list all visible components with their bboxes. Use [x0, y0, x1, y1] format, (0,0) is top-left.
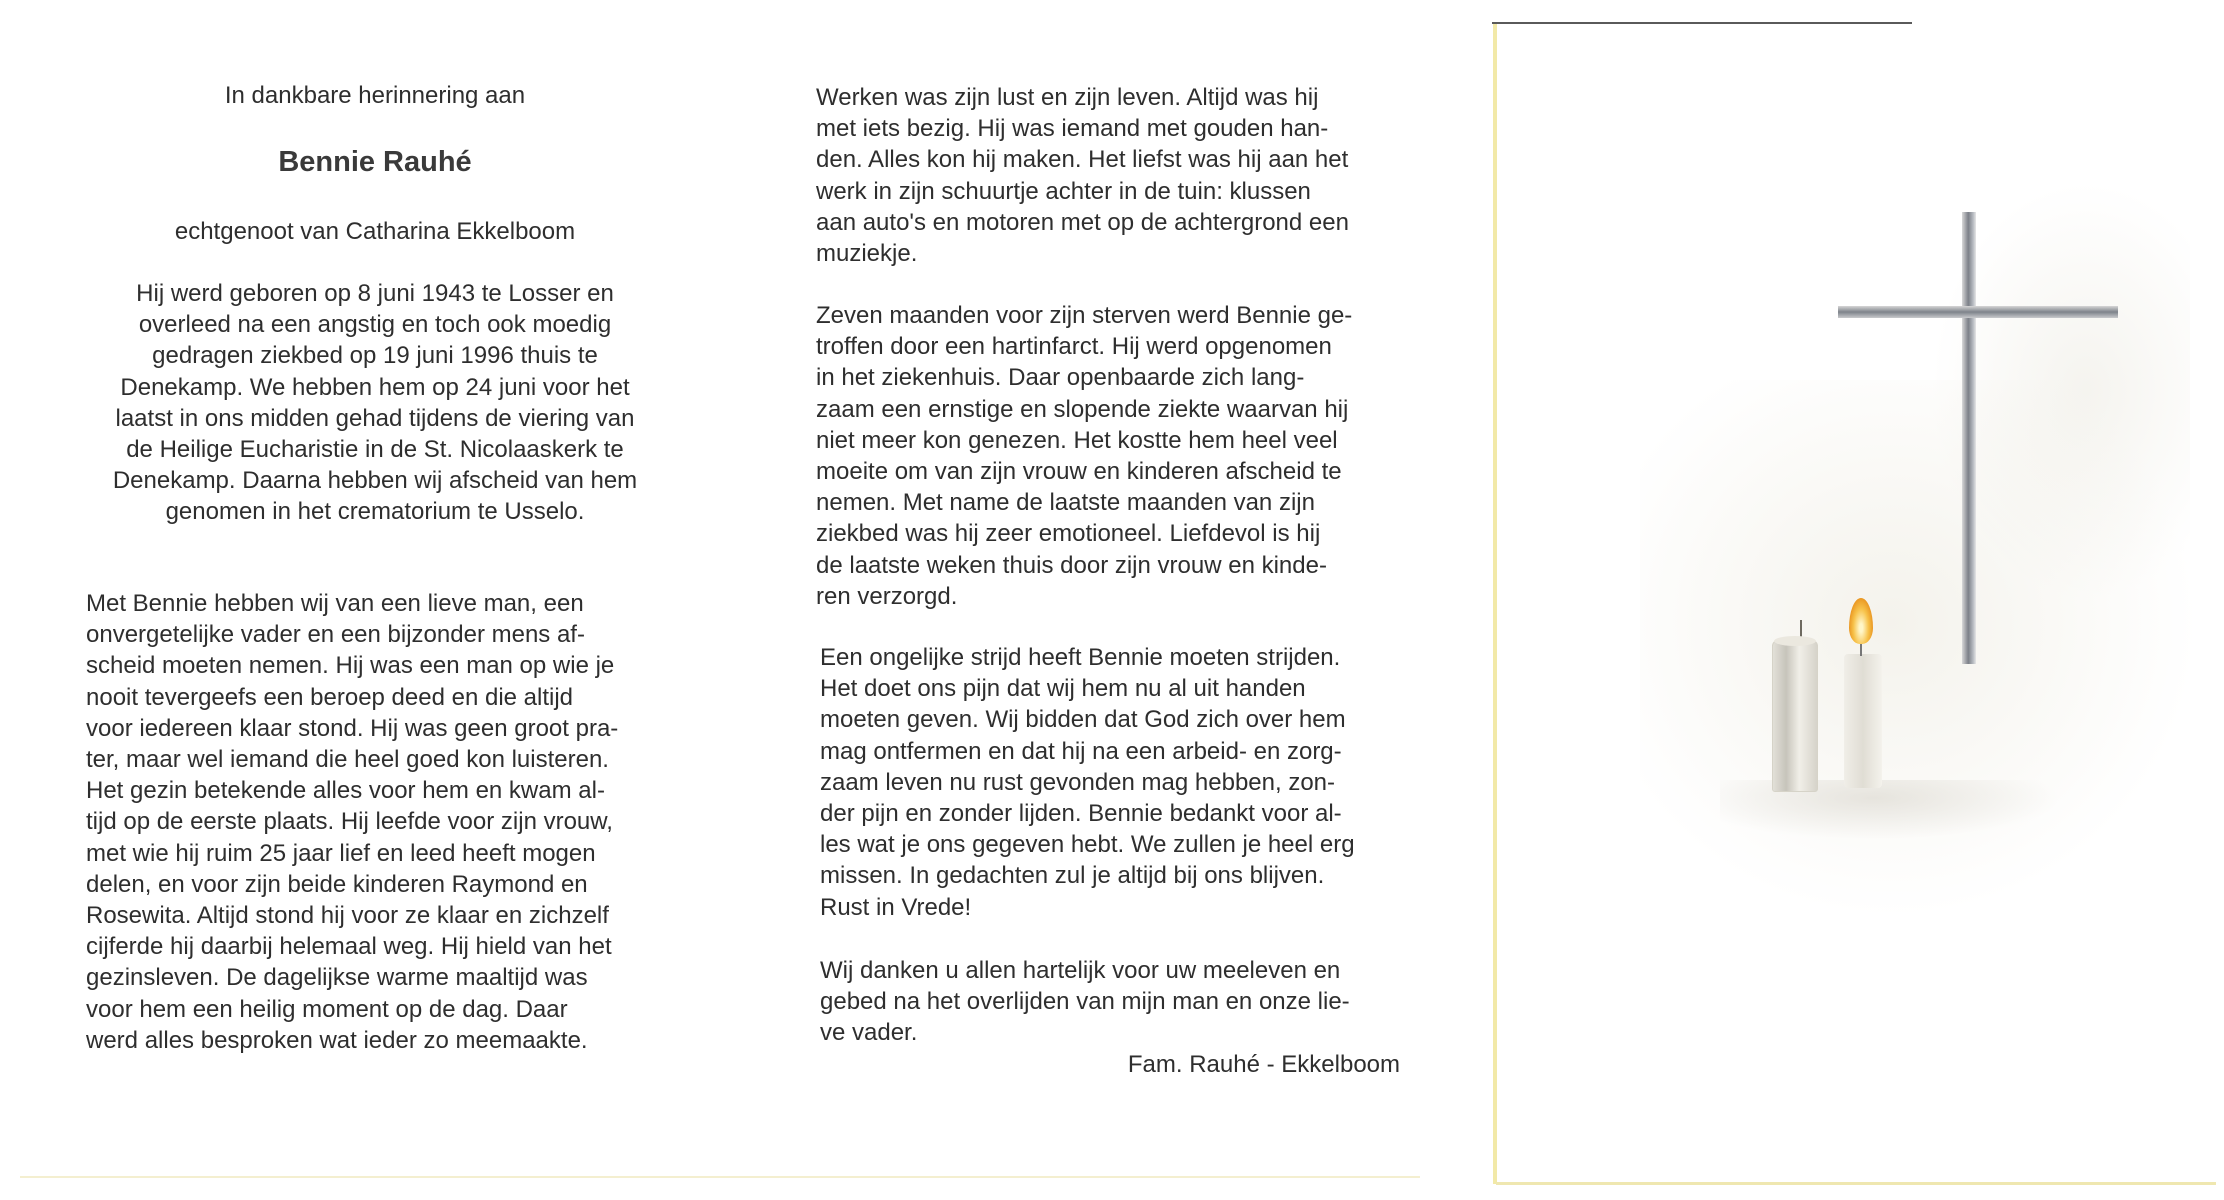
bio-line: Denekamp. We hebben hem op 24 juni voor het [120, 373, 630, 401]
family-paragraph [86, 588, 670, 1056]
text-line: gebed na het overlijden van mijn man en onze lie- [820, 988, 1350, 1016]
page-bottom-edge [20, 1176, 1420, 1178]
cover-bottom-edge [1496, 1182, 2216, 1185]
text-line: werd alles besproken wat ieder zo meemaakte. [86, 1026, 588, 1054]
text-line: mag ontfermen en dat hij na een arbeid- en zorg- [820, 737, 1342, 765]
candle-shadow [1720, 780, 2060, 840]
candle-icon [1772, 640, 1818, 792]
text-line: Een ongelijke strijd heeft Bennie moeten strijden. [820, 644, 1341, 671]
struggle-paragraph [820, 642, 1400, 923]
text-line: met wie hij ruim 25 jaar lief en leed heeft mogen [86, 839, 596, 867]
text-line: ter, maar wel iemand die heel goed kon luisteren. [86, 746, 609, 774]
bio-line: laatst in ons midden gehad tijdens de viering van [115, 404, 635, 432]
text-line: zaam een ernstige en slopende ziekte waarvan hij [816, 395, 1349, 423]
text-line: moeten geven. Wij bidden dat God zich over hem [820, 706, 1346, 734]
text-line: Het doet ons pijn dat wij hem nu al uit handen [820, 675, 1306, 703]
family-signature: Fam. Rauhé - Ekkelboom [1127, 1051, 1400, 1078]
lit-candle-icon [1844, 654, 1882, 788]
text-line: in het ziekenhuis. Daar openbaarde zich lang- [816, 364, 1305, 392]
text-line: tijd op de eerste plaats. Hij leefde voor zijn vrouw, [86, 808, 613, 836]
text-line: Met Bennie hebben wij van een lieve man, een [86, 590, 584, 617]
spouse-line: echtgenoot van Catharina Ekkelboom [174, 218, 576, 245]
text-line: de laatste weken thuis door zijn vrouw en kinde- [816, 551, 1327, 579]
cross-icon-beam [1838, 306, 2118, 318]
text-line: met iets bezig. Hij was iemand met gouden han- [816, 115, 1329, 143]
text-line: Werken was zijn lust en zijn leven. Altijd was hij [816, 84, 1319, 111]
text-line: cijferde hij daarbij helemaal weg. Hij hield van het [86, 933, 612, 961]
intro-line: In dankbare herinnering aan [224, 82, 526, 109]
bio-line: genomen in het crematorium te Usselo. [165, 498, 585, 526]
text-line: ren verzorgd. [816, 582, 958, 610]
thanks-paragraph [820, 955, 1400, 1049]
text-line: onvergetelijke vader en een bijzonder mens af- [86, 621, 585, 649]
bio-line: de Heilige Eucharistie in de St. Nicolaaskerk te [126, 436, 624, 464]
text-line: scheid moeten nemen. Hij was een man op wie je [86, 652, 615, 680]
text-line: nemen. Met name de laatste maanden van zijn [816, 489, 1315, 517]
text-line: niet meer kon genezen. Het kostte hem heel veel [816, 426, 1338, 454]
text-line: den. Alles kon hij maken. Het liefst was hij aan het [816, 146, 1349, 174]
bio-line: overleed na een angstig en toch ook moedig [138, 311, 612, 339]
bio-line: Denekamp. Daarna hebben wij afscheid van hem [112, 467, 638, 495]
text-line: missen. In gedachten zul je altijd bij ons blijven. [820, 862, 1325, 890]
text-line: werk in zijn schuurtje achter in de tuin: klussen [816, 177, 1311, 205]
text-line: moeite om van zijn vrouw en kinderen afscheid te [816, 458, 1342, 486]
illness-paragraph [816, 300, 1400, 612]
text-line: zaam leven nu rust gevonden mag hebben, zon- [820, 768, 1336, 796]
biography-block [80, 278, 670, 528]
text-line: Rosewita. Altijd stond hij voor ze klaar en zichzelf [86, 902, 609, 930]
text-line: voor iedereen klaar stond. Hij was geen groot pra- [86, 714, 619, 742]
candle-top [1774, 636, 1816, 646]
cover-top-edge [1492, 22, 1912, 24]
text-line: voor hem een heilig moment op de dag. Daar [86, 995, 568, 1023]
text-line: Wij danken u allen hartelijk voor uw meeleven en [820, 957, 1341, 984]
text-line: ve vader. [820, 1019, 918, 1047]
bio-line: Hij werd geboren op 8 juni 1943 te Losser en [136, 280, 614, 307]
work-paragraph [816, 82, 1400, 269]
text-line: gezinsleven. De dagelijkse warme maaltijd was [86, 964, 588, 992]
text-line: aan auto's en motoren met op de achtergrond een [816, 208, 1349, 236]
text-line: Zeven maanden voor zijn sterven werd Bennie ge- [816, 302, 1353, 329]
text-line: ziekbed was hij zeer emotioneel. Liefdevol is hij [816, 520, 1321, 548]
cover-left-edge [1493, 24, 1497, 1184]
text-line: Het gezin betekende alles voor hem en kwam al- [86, 777, 605, 805]
deceased-name: Bennie Rauhé [278, 146, 472, 178]
text-line: troffen door een hartinfarct. Hij werd opgenomen [816, 333, 1332, 361]
text-line: delen, en voor zijn beide kinderen Raymond en [86, 870, 588, 898]
bio-line: gedragen ziekbed op 19 juni 1996 thuis te [152, 342, 598, 370]
text-line: muziekje. [816, 240, 918, 268]
text-line: Rust in Vrede! [820, 893, 972, 921]
cross-icon [1962, 212, 1976, 664]
text-line: der pijn en zonder lijden. Bennie bedankt voor al- [820, 800, 1342, 828]
text-line: les wat je ons gegeven hebt. We zullen je heel erg [820, 831, 1355, 859]
text-line: nooit tevergeefs een beroep deed en die altijd [86, 683, 574, 711]
